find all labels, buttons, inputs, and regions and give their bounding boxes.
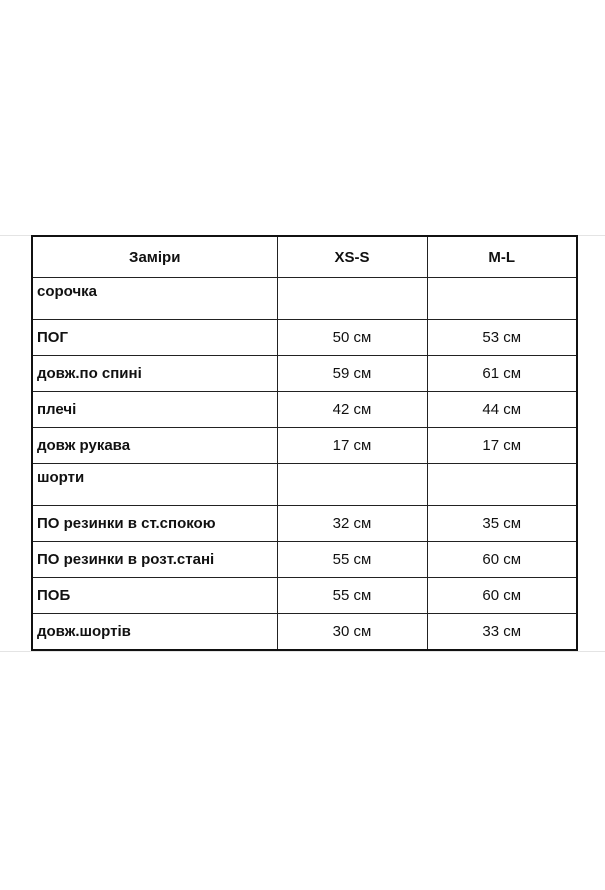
cell-xs-s: 17 см bbox=[277, 428, 427, 464]
cell-m-l: 61 см bbox=[427, 356, 577, 392]
row-label: сорочка bbox=[32, 278, 277, 320]
cell-m-l bbox=[427, 278, 577, 320]
row-label: ПО резинки в розт.стані bbox=[32, 542, 277, 578]
table-row bbox=[32, 356, 577, 392]
cell-xs-s bbox=[277, 464, 427, 506]
cell-m-l: 44 см bbox=[427, 392, 577, 428]
table-row bbox=[32, 392, 577, 428]
table-row bbox=[32, 614, 577, 651]
cell-xs-s: 59 см bbox=[277, 356, 427, 392]
row-label: довж.по спині bbox=[32, 356, 277, 392]
table-row bbox=[32, 428, 577, 464]
row-label: довж рукава bbox=[32, 428, 277, 464]
header-size-xs-s: XS-S bbox=[277, 236, 427, 278]
section-row-shirt bbox=[32, 278, 577, 320]
table-row bbox=[32, 320, 577, 356]
cell-xs-s: 55 см bbox=[277, 578, 427, 614]
row-label: ПО резинки в ст.спокою bbox=[32, 506, 277, 542]
header-row bbox=[32, 236, 577, 278]
table-row bbox=[32, 578, 577, 614]
cell-m-l bbox=[427, 464, 577, 506]
row-label: довж.шортів bbox=[32, 614, 277, 651]
table-row bbox=[32, 542, 577, 578]
bottom-guide-line bbox=[0, 651, 605, 652]
section-row-shorts bbox=[32, 464, 577, 506]
cell-m-l: 33 см bbox=[427, 614, 577, 651]
cell-m-l: 53 см bbox=[427, 320, 577, 356]
cell-m-l: 60 см bbox=[427, 542, 577, 578]
table-row bbox=[32, 506, 577, 542]
cell-xs-s: 32 см bbox=[277, 506, 427, 542]
cell-m-l: 17 см bbox=[427, 428, 577, 464]
cell-xs-s: 42 см bbox=[277, 392, 427, 428]
row-label: ПОБ bbox=[32, 578, 277, 614]
row-label: шорти bbox=[32, 464, 277, 506]
size-chart-table bbox=[31, 235, 578, 651]
header-measurements: Заміри bbox=[32, 236, 277, 278]
cell-m-l: 35 см bbox=[427, 506, 577, 542]
cell-xs-s bbox=[277, 278, 427, 320]
cell-xs-s: 55 см bbox=[277, 542, 427, 578]
cell-xs-s: 30 см bbox=[277, 614, 427, 651]
cell-m-l: 60 см bbox=[427, 578, 577, 614]
header-size-m-l: M-L bbox=[427, 236, 577, 278]
row-label: плечі bbox=[32, 392, 277, 428]
row-label: ПОГ bbox=[32, 320, 277, 356]
cell-xs-s: 50 см bbox=[277, 320, 427, 356]
